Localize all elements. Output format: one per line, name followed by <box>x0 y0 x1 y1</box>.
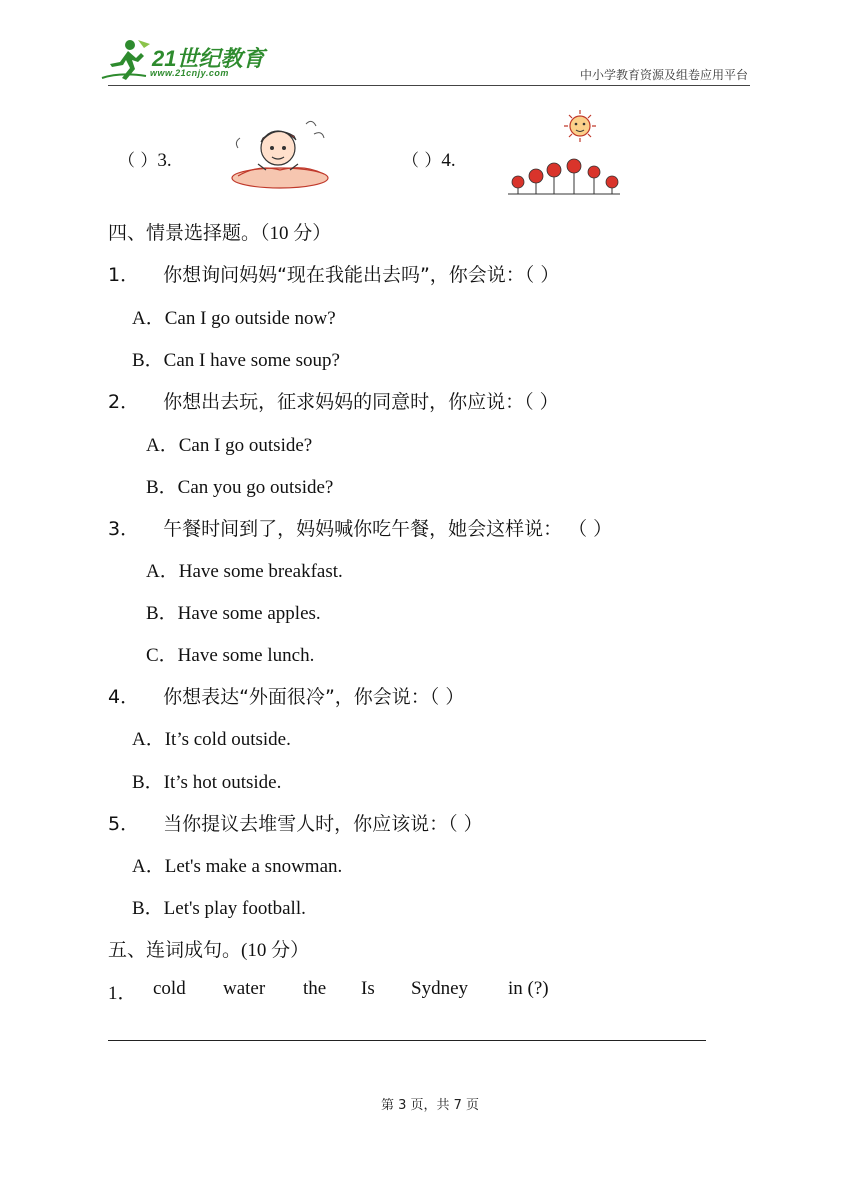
option-4a: A．It’s cold outside. <box>132 729 291 750</box>
option-5a: A．Let's make a snowman. <box>132 856 343 877</box>
question-2 <box>108 387 559 414</box>
item-number: 3. <box>157 150 172 171</box>
word: in (?) <box>508 978 549 999</box>
question-number: 2． <box>108 391 140 413</box>
logo-url: www.21cnjy.com <box>150 68 229 78</box>
question-number: 3． <box>108 518 140 540</box>
question-1 <box>108 260 559 287</box>
option-1a: A．Can I go outside now? <box>132 308 336 329</box>
question-number: 5． <box>108 813 140 835</box>
question-text: 当你提议去堆雪人时，你应该说：（ ） <box>163 813 483 835</box>
item-number: 4. <box>441 150 456 171</box>
question-number: 1． <box>108 264 140 286</box>
logo-brand: 21世纪教育 <box>152 46 265 71</box>
question-4 <box>108 682 464 709</box>
question-text: 你想询问妈妈“现在我能出去吗”，你会说：（ ） <box>163 264 560 286</box>
option-2b: B．Can you go outside? <box>146 477 334 498</box>
section-title: 四、情景选择题。（10 分） <box>108 223 332 244</box>
word: the <box>303 978 327 999</box>
option-4b: B．It’s hot outside. <box>132 772 282 793</box>
question-text: 你想表达“外面很冷”，你会说：（ ） <box>163 686 465 708</box>
question-text: 午餐时间到了，妈妈喊你吃午餐，她会这样说： （ ） <box>163 518 613 540</box>
option-5b: B．Let's play football. <box>132 898 306 919</box>
question-3 <box>108 514 612 541</box>
word: Is <box>361 978 375 999</box>
picture-item-4 <box>402 146 456 172</box>
answer-paren: （ ） <box>118 151 158 171</box>
question-number: 4． <box>108 686 140 708</box>
option-3b: B．Have some apples. <box>146 603 321 624</box>
sun-flowers-icon <box>504 108 624 196</box>
option-3a: A．Have some breakfast. <box>146 561 343 582</box>
word: Sydney <box>411 978 468 999</box>
word: water <box>223 978 266 999</box>
question-5 <box>108 809 483 836</box>
sentence-question-1 <box>108 978 137 1005</box>
question-text: 你想出去玩，征求妈妈的同意时，你应说：（ ） <box>163 391 559 413</box>
word: cold <box>153 978 186 999</box>
page-footer: 第 3 页，共 7 页 <box>380 1098 480 1113</box>
answer-line[interactable] <box>108 1040 706 1041</box>
picture-item-3 <box>118 146 172 172</box>
answer-paren: （ ） <box>402 151 442 171</box>
option-2a: A．Can I go outside? <box>146 435 313 456</box>
header-divider <box>108 85 750 86</box>
question-number: 1． <box>108 983 137 1004</box>
section-title: 五、连词成句。(10 分） <box>108 940 310 961</box>
option-1b: B．Can I have some soup? <box>132 350 340 371</box>
platform-name: 中小学教育资源及组卷应用平台 <box>579 68 748 82</box>
boy-in-pool-icon <box>228 112 338 192</box>
logo <box>100 38 280 82</box>
runner-logo-icon <box>100 38 152 82</box>
option-3c: C．Have some lunch. <box>146 645 315 666</box>
